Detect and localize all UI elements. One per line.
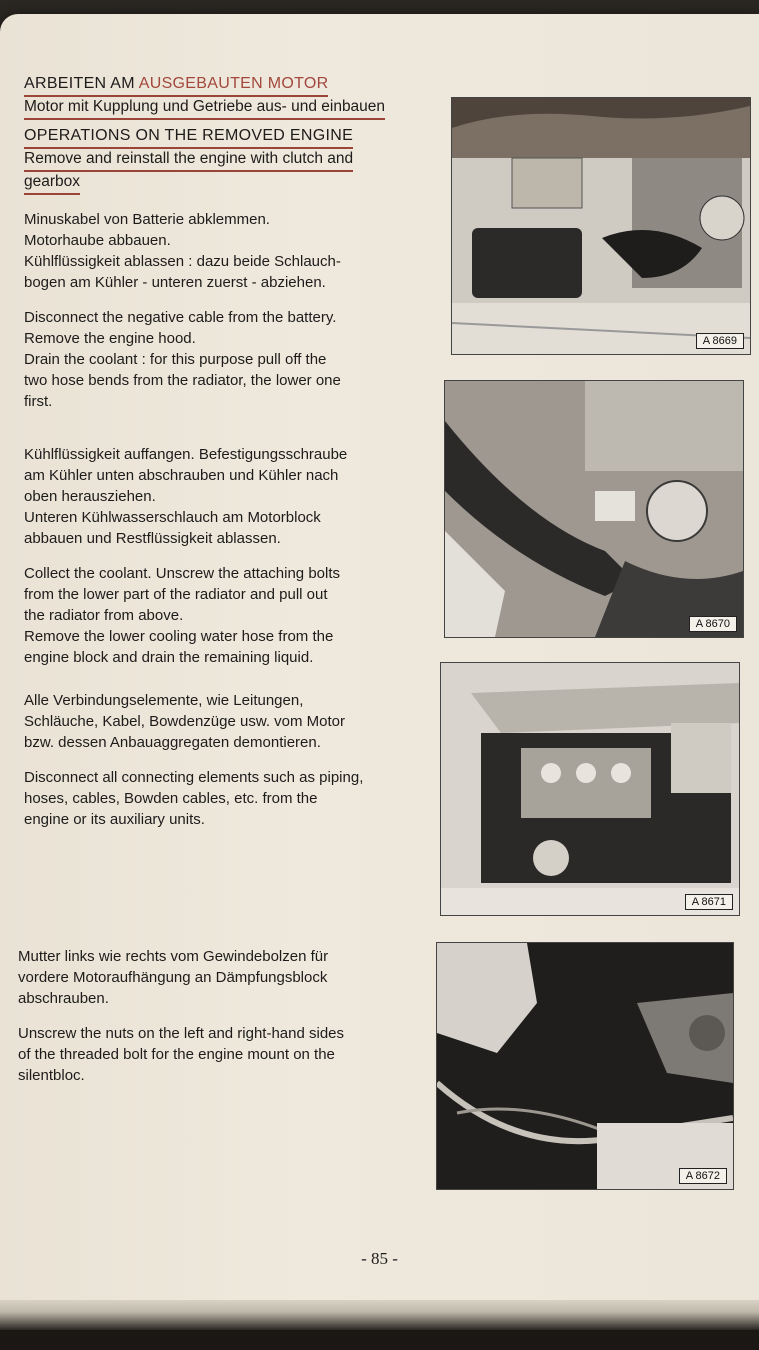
en-subtitle-row-2	[24, 172, 434, 195]
photo-3-illustration	[441, 663, 739, 915]
de-title-part-b: AUSGEBAUTEN MOTOR	[138, 75, 329, 92]
photo-2-caption: A 8670	[689, 616, 737, 632]
text-line: bzw. dessen Anbauaggregaten demontieren.	[24, 734, 321, 751]
engine-photo-2	[444, 380, 744, 638]
text-line: Schläuche, Kabel, Bowdenzüge usw. vom Motor	[24, 713, 346, 730]
engine-photo-3	[440, 662, 740, 916]
text-line: first.	[24, 393, 53, 410]
text-line: Minuskabel von Batterie abklemmen.	[24, 211, 270, 228]
text-line: bogen am Kühler - unteren zuerst - abziehen.	[24, 274, 326, 291]
text-line: Disconnect all connecting elements such as piping,	[24, 769, 364, 786]
section-header	[24, 74, 434, 195]
text-line: the radiator from above.	[24, 607, 184, 624]
photo-3-caption: A 8671	[685, 894, 733, 910]
section-3-english	[24, 767, 434, 830]
text-line: Drain the coolant : for this purpose pull off the	[24, 351, 327, 368]
text-line: am Kühler unten abschrauben und Kühler nach	[24, 467, 339, 484]
section-1-german	[24, 209, 434, 293]
text-line: Unteren Kühlwasserschlauch am Motorblock	[24, 509, 321, 526]
photo-1-caption: A 8669	[696, 333, 744, 349]
text-line: silentbloc.	[18, 1067, 85, 1084]
text-column	[18, 74, 434, 1086]
photo-4-illustration	[437, 943, 733, 1189]
page-stack-edge	[0, 1300, 759, 1330]
section-3-german	[24, 690, 434, 753]
text-line: hoses, cables, Bowden cables, etc. from the	[24, 790, 318, 807]
de-title	[24, 74, 434, 97]
en-title: OPERATIONS ON THE REMOVED ENGINE	[24, 126, 353, 149]
manual-page	[0, 14, 759, 1319]
text-line: Remove the engine hood.	[24, 330, 196, 347]
text-line: two hose bends from the radiator, the lower one	[24, 372, 341, 389]
text-line: Collect the coolant. Unscrew the attaching bolts	[24, 565, 341, 582]
text-line: Mutter links wie rechts vom Gewindebolzen für	[18, 948, 329, 965]
en-subtitle-row-1	[24, 149, 434, 172]
text-line: engine or its auxiliary units.	[24, 811, 205, 828]
text-line: Motorhaube abbauen.	[24, 232, 171, 249]
en-subtitle-2: gearbox	[24, 172, 80, 195]
text-line: abschrauben.	[18, 990, 109, 1007]
en-title-row	[24, 126, 434, 149]
text-line: from the lower part of the radiator and pull out	[24, 586, 328, 603]
de-title-part-a: ARBEITEN AM	[24, 75, 139, 92]
photo-1-illustration	[452, 98, 750, 354]
de-title-underline	[24, 74, 328, 97]
text-line: vordere Motoraufhängung an Dämpfungsblock	[18, 969, 328, 986]
section-4-english	[18, 1023, 434, 1086]
section-2-german	[24, 444, 434, 549]
text-line: engine block and drain the remaining liquid.	[24, 649, 314, 666]
section-4-german	[18, 946, 434, 1009]
text-line: of the threaded bolt for the engine mount on the	[18, 1046, 335, 1063]
text-line: Alle Verbindungselemente, wie Leitungen,	[24, 692, 304, 709]
text-line: Kühlflüssigkeit ablassen : dazu beide Schlauch-	[24, 253, 341, 270]
page-number: - 85 -	[361, 1249, 398, 1268]
text-line: Kühlflüssigkeit auffangen. Befestigungsschraube	[24, 446, 348, 463]
text-line: Unscrew the nuts on the left and right-hand sides	[18, 1025, 345, 1042]
photo-2-illustration	[445, 381, 743, 637]
text-line: Remove the lower cooling water hose from the	[24, 628, 334, 645]
text-line: abbauen und Restflüssigkeit ablassen.	[24, 530, 281, 547]
engine-photo-4	[436, 942, 734, 1190]
de-subtitle: Motor mit Kupplung und Getriebe aus- und einbauen	[24, 97, 385, 120]
section-2-english	[24, 563, 434, 668]
de-subtitle-row	[24, 97, 434, 120]
text-line: Disconnect the negative cable from the battery.	[24, 309, 337, 326]
text-line: oben herausziehen.	[24, 488, 156, 505]
en-subtitle-1: Remove and reinstall the engine with clutch and	[24, 149, 353, 172]
section-1-english	[24, 307, 434, 412]
photo-4-caption: A 8672	[679, 1168, 727, 1184]
engine-photo-1	[451, 97, 751, 355]
